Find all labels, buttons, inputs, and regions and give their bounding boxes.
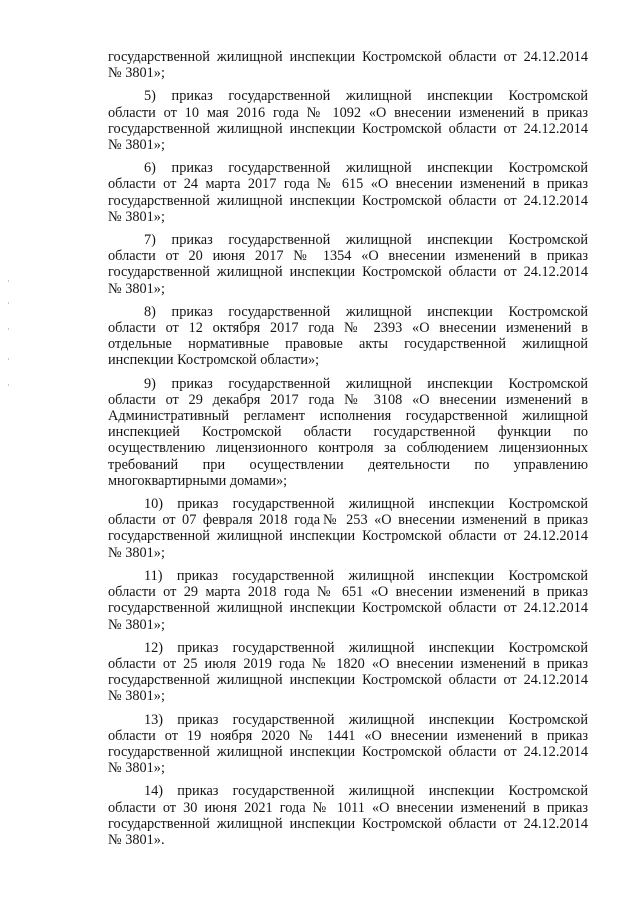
text-line: государственной жилищной инспекции Костромской области от 24.12.2014 (108, 815, 588, 832)
text-line: 5) приказ государственной жилищной инспекции Костромской (144, 88, 588, 105)
list-item (108, 88, 588, 153)
document-body (108, 49, 588, 855)
text-line: области от 25 июля 2019 года № 1820 «О внесении изменений в приказ (108, 655, 588, 672)
list-item (108, 640, 588, 705)
text-line: 13) приказ государственной жилищной инспекции Костромской (144, 711, 588, 728)
list-item (108, 783, 588, 848)
text-line: государственной жилищной инспекции Костромской области от 24.12.2014 (108, 120, 588, 137)
text-line: требований при осуществлении деятельности по управлению (108, 456, 588, 473)
text-line: № 3801»; (108, 688, 165, 705)
text-line: № 3801»; (108, 544, 165, 561)
list-item (108, 568, 588, 633)
text-line: 12) приказ государственной жилищной инспекции Костромской (144, 639, 588, 656)
text-line: государственной жилищной инспекции Костромской области от 24.12.2014 (108, 743, 588, 760)
paragraph-continuation (108, 49, 588, 81)
text-line: области от 30 июня 2021 года № 1011 «О внесении изменений в приказ (108, 799, 588, 816)
text-line: № 3801»; (108, 760, 165, 777)
text-line: инспекции Костромской области»; (108, 352, 320, 369)
text-line: инспекцией Костромской области государственной функции по (108, 424, 588, 441)
text-line: многоквартирными домами»; (108, 472, 288, 489)
text-line: № 3801»; (108, 280, 165, 297)
text-line: государственной жилищной инспекции Костромской области от 24.12.2014 (108, 192, 588, 209)
text-line: 6) приказ государственной жилищной инспекции Костромской (144, 160, 588, 177)
text-line: области от 10 мая 2016 года № 1092 «О внесении изменений в приказ (108, 104, 588, 121)
text-line: государственной жилищной инспекции Костромской области от 24.12.2014 (108, 600, 588, 617)
text-line: № 3801»; (108, 208, 165, 225)
text-line: № 3801»; (108, 616, 165, 633)
text-line: области от 29 декабря 2017 года № 3108 «О внесении изменений в (108, 391, 588, 408)
text-line: государственной жилищной инспекции Костромской области от 24.12.2014 (108, 264, 588, 281)
text-line: государственной жилищной инспекции Костромской области от 24.12.2014 (108, 672, 588, 689)
text-line: № 3801». (108, 831, 165, 848)
list-item (108, 376, 588, 489)
text-line: 8) приказ государственной жилищной инспекции Костромской (144, 303, 588, 320)
text-line: 10) приказ государственной жилищной инспекции Костромской (144, 496, 588, 513)
list-item (108, 160, 588, 225)
text-line: области от 07 февраля 2018 года№ 253 «О внесении изменений в приказ (108, 512, 588, 529)
text-line: государственной жилищной инспекции Костромской области от 24.12.2014 (108, 49, 588, 65)
text-line: области от 12 октября 2017 года № 2393 «О внесении изменений в (108, 320, 588, 337)
text-line: № 3801»; (108, 137, 165, 154)
list-item (108, 496, 588, 561)
text-line: осуществлению лицензионного контроля за соблюдением лицензионных (108, 440, 588, 457)
text-line: области от 24 марта 2017 года № 615 «О внесении изменений в приказ (108, 176, 588, 193)
text-line: 9) приказ государственной жилищной инспекции Костромской (144, 375, 588, 392)
text-line: Административный регламент исполнения государственной жилищной (108, 408, 588, 425)
text-line: государственной жилищной инспекции Костромской области от 24.12.2014 (108, 528, 588, 545)
text-line: № 3801»; (108, 65, 165, 82)
text-line: области от 29 марта 2018 года № 651 «О внесении изменений в приказ (108, 584, 588, 601)
text-line: отдельные нормативные правовые акты государственной жилищной (108, 336, 588, 353)
text-line: 11) приказ государственной жилищной инспекции Костромской (144, 567, 588, 584)
text-line: 7) приказ государственной жилищной инспекции Костромской (144, 232, 588, 249)
list-item (108, 232, 588, 297)
text-line: области от 19 ноября 2020 № 1441 «О внесении изменений в приказ (108, 727, 588, 744)
text-line: области от 20 июня 2017 № 1354 «О внесении изменений в приказ (108, 248, 588, 265)
list-item (108, 304, 588, 369)
list-item (108, 712, 588, 777)
text-line: 14) приказ государственной жилищной инспекции Костромской (144, 783, 588, 800)
scan-margin-marks (8, 280, 10, 400)
